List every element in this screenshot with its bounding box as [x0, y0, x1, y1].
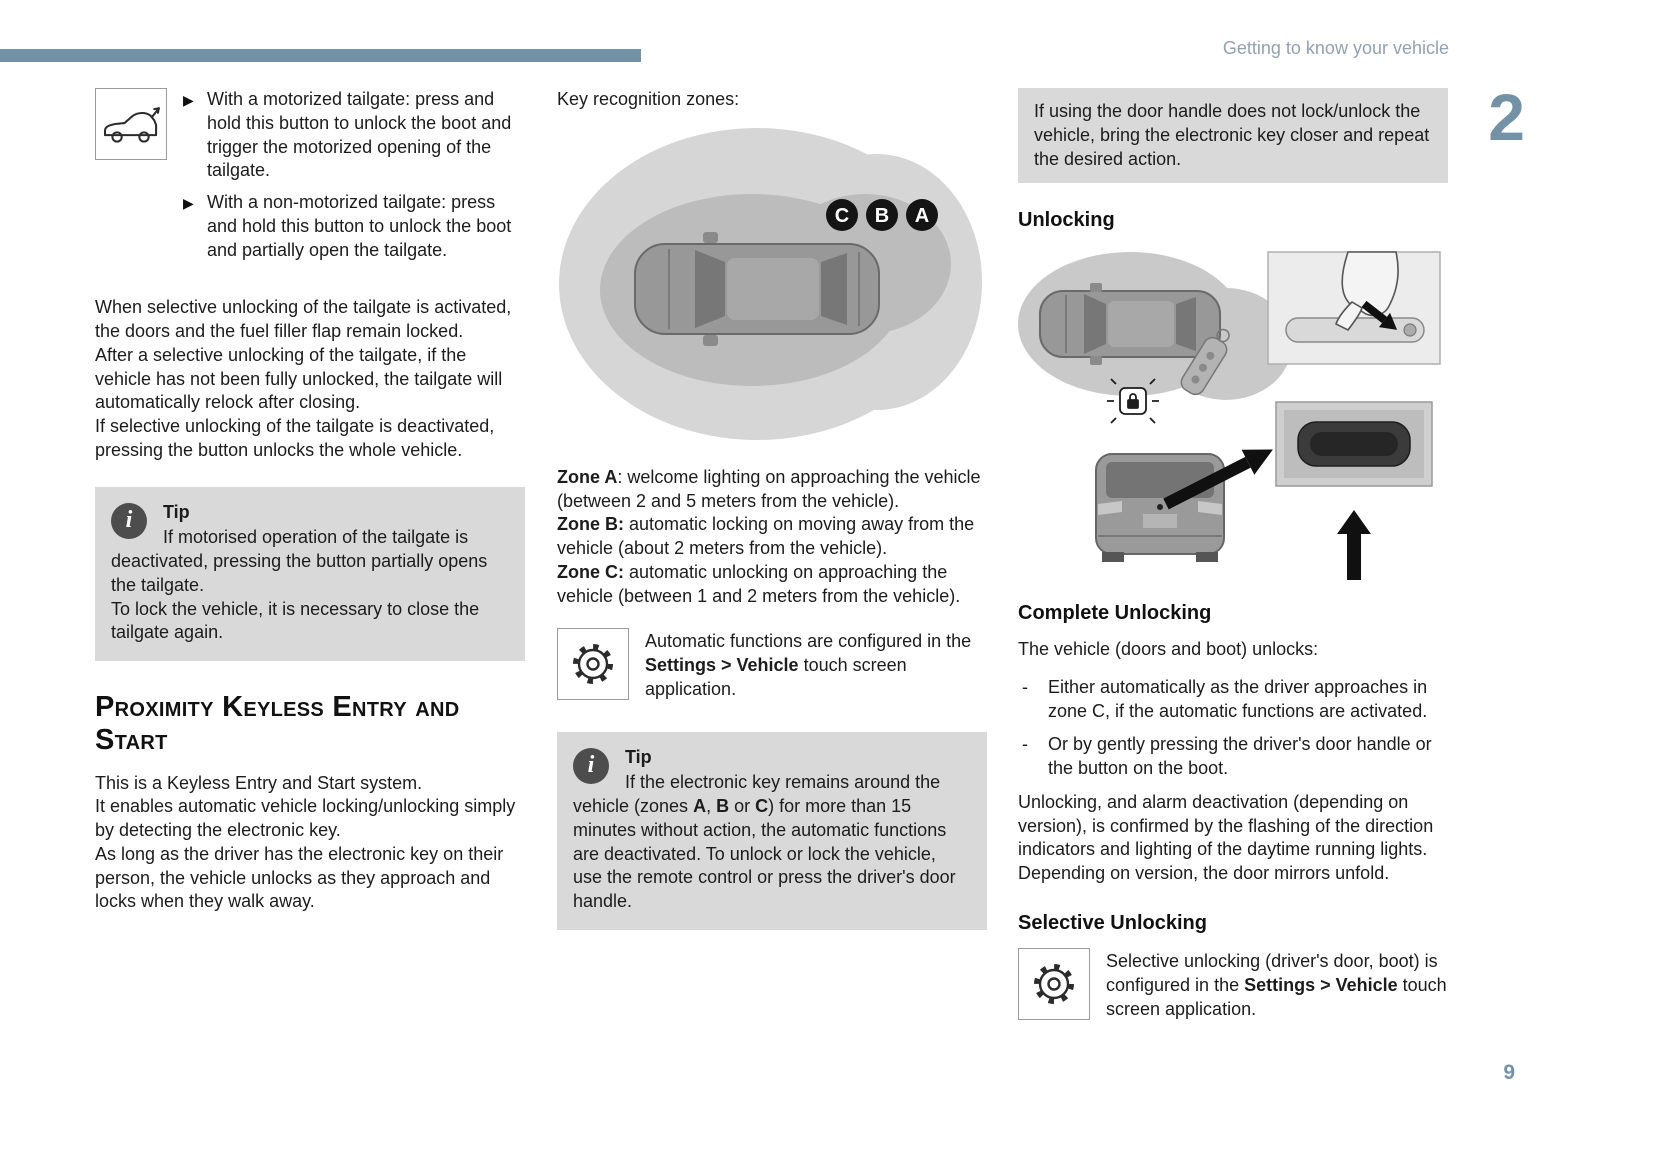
tip-title: Tip	[163, 501, 190, 522]
dash-bullet: -	[1022, 676, 1028, 697]
tailgate-button-section	[95, 88, 525, 270]
tip-title: Tip	[625, 746, 652, 767]
zone-markers	[826, 199, 938, 231]
list-item	[183, 88, 525, 183]
dash-bullet: -	[1022, 734, 1028, 755]
settings-info-box	[1018, 948, 1448, 1021]
tip-box	[557, 732, 987, 930]
settings-pictogram-frame	[1018, 948, 1090, 1020]
left-column	[95, 88, 525, 914]
triangle-bullet-icon: ▶	[183, 92, 194, 108]
bullet-text: Either automatically as the driver approaches in zone C, if the automatic functions are activated.	[1048, 676, 1428, 721]
note-text: If using the door handle does not lock/unlock the vehicle, bring the electronic key closer and repeat the desired action.	[1034, 101, 1430, 169]
zone-descriptions	[557, 466, 987, 609]
bullet-text: With a non-motorized tailgate: press and hold this button to unlock the boot and partially open the tailgate.	[207, 192, 512, 260]
car-top-view	[635, 232, 879, 346]
boot-press-up-arrow	[1337, 510, 1371, 580]
key-zones-illustration	[557, 122, 987, 452]
section-heading-proximity-keyless: Proximity Keyless Entry and Start	[95, 691, 460, 757]
tailgate-bullet-list	[183, 88, 525, 270]
paragraph: It enables automatic vehicle locking/unlocking simply by detecting the electronic key.	[95, 796, 516, 841]
car-top-view	[1040, 283, 1220, 365]
zone-c-label: Zone C:	[557, 561, 624, 582]
svg-text:B: B	[874, 204, 890, 227]
gear-icon	[570, 641, 616, 687]
settings-text: Automatic functions are configured in the Settings > Vehicle touch screen application.	[645, 631, 972, 699]
info-icon: i	[573, 748, 609, 784]
tailgate-car-icon	[101, 98, 161, 150]
gear-icon	[1031, 961, 1077, 1007]
svg-text:C: C	[834, 204, 850, 227]
info-icon: i	[111, 503, 147, 539]
bullet-text: With a motorized tailgate: press and hold this button to unlock the boot and trigger the motorized opening of the tailgate.	[207, 89, 512, 181]
list-item	[1022, 733, 1448, 781]
unlocking-illustration	[1018, 246, 1448, 586]
paragraph: After a selective unlocking of the tailgate, if the vehicle has not been fully unlocked, the tailgate will automatically relock after closing.	[95, 344, 503, 413]
settings-text: Selective unlocking (driver's door, boot) is configured in the Settings > Vehicle touch screen application.	[1106, 951, 1447, 1019]
paragraph: Unlocking, and alarm deactivation (depending on version), is confirmed by the flashing of the direction indicators and lighting of the daytime running lights.	[1018, 791, 1434, 860]
zone-a-label: Zone A	[557, 466, 618, 487]
heading-complete-unlocking: Complete Unlocking	[1018, 601, 1212, 624]
zone-b-label: Zone B:	[557, 514, 624, 535]
section-title: Getting to know your vehicle	[1222, 38, 1449, 58]
tip-text: If motorised operation of the tailgate is deactivated, pressing the button partially opens the tailgate.	[111, 527, 488, 595]
door-handle-note-box	[1018, 88, 1448, 183]
paragraph: As long as the driver has the electronic key on their person, the vehicle unlocks as they approach and locks when they walk away.	[95, 843, 504, 912]
key-recognition-zones-figure	[557, 122, 987, 452]
door-handle-inset	[1268, 252, 1440, 364]
right-column	[1018, 88, 1448, 1021]
heading-selective-unlocking: Selective Unlocking	[1018, 911, 1207, 934]
page-number: 9	[1503, 1061, 1515, 1085]
keyless-intro-paragraphs	[95, 772, 525, 915]
car-rear-view	[1096, 454, 1224, 562]
tip-text: To lock the vehicle, it is necessary to close the tailgate again.	[111, 598, 480, 643]
bullet-text: Or by gently pressing the driver's door handle or the button on the boot.	[1048, 734, 1432, 779]
paragraph: If selective unlocking of the tailgate is deactivated, pressing the button unlocks the whole vehicle.	[95, 416, 495, 460]
triangle-bullet-icon: ▶	[183, 195, 194, 211]
complete-unlocking-list	[1018, 676, 1448, 781]
list-item	[183, 191, 525, 262]
complete-unlocking-intro: The vehicle (doors and boot) unlocks:	[1018, 639, 1319, 660]
zone-a-description: Zone A: welcome lighting on approaching the vehicle (between 2 and 5 meters from the vehicle).	[557, 466, 981, 511]
chapter-number: 2	[1488, 80, 1525, 154]
paragraph: When selective unlocking of the tailgate is activated, the doors and the fuel filler flap remain locked.	[95, 297, 512, 341]
unlocking-figure	[1018, 246, 1448, 586]
unlocking-confirmation-paragraphs	[1018, 791, 1448, 886]
settings-pictogram-frame	[557, 628, 629, 700]
paragraph: This is a Keyless Entry and Start system.	[95, 772, 423, 793]
middle-column	[557, 88, 987, 930]
paragraph: Depending on version, the door mirrors unfold.	[1018, 863, 1390, 884]
selective-unlocking-paragraphs	[95, 296, 525, 462]
zone-c-description: Zone C: automatic unlocking on approaching the vehicle (between 1 and 2 meters from the vehicle).	[557, 561, 961, 606]
tailgate-pictogram-frame	[95, 88, 167, 160]
zone-b-description: Zone B: automatic locking on moving away from the vehicle (about 2 meters from the vehicle).	[557, 514, 975, 558]
list-item	[1022, 676, 1448, 724]
tip-text: If the electronic key remains around the vehicle (zones A, B or C) for more than 15 minutes without action, the automatic functions are deactivated. To unlock or lock the vehicle, use the remote control or press the driver's door handle.	[573, 772, 956, 911]
header-rule-bar	[0, 49, 641, 62]
settings-info-box	[557, 628, 987, 701]
boot-button-inset	[1276, 402, 1432, 486]
key-zones-intro: Key recognition zones:	[557, 89, 740, 109]
tip-box	[95, 487, 525, 662]
svg-text:A: A	[914, 204, 930, 227]
heading-unlocking: Unlocking	[1018, 209, 1115, 232]
